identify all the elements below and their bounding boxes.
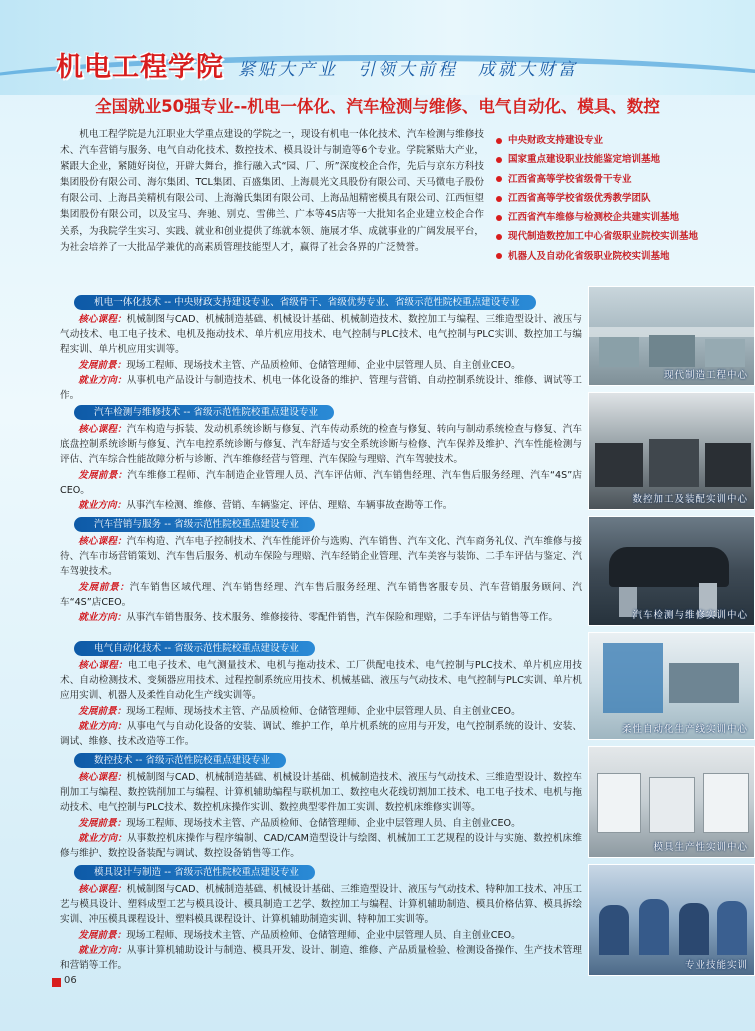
honor-item: 江西省汽车维修与检测校企共建实训基地 xyxy=(496,208,752,227)
careers: 就业方向：从事汽车销售服务、技术服务、维修接待、零配件销售，汽车保险和理赔，二手车评估与销售等工作。 xyxy=(78,612,558,624)
careers: 就业方向：从事电气与自动化设备的安装、调试、维护工作，单片机系统的应用与开发，电气控制系统的设计、安装、调试、维修、技术改造等工作。 xyxy=(60,720,583,748)
honor-item: 现代制造数控加工中心省级职业院校实训基地 xyxy=(496,227,752,246)
major-body xyxy=(60,312,582,403)
prospects: 发展前景：现场工程师、现场技术主管、产品质检师、仓储管理师、企业中层管理人员、自主创业CEO。 xyxy=(78,929,521,941)
photo-caption: 汽车检测与维修实训中心 xyxy=(632,610,748,621)
major-title: 机电一体化技术 -- 中央财政支持建设专业、省级骨干、省级优势专业、省级示范性院校重点建设专业 xyxy=(74,295,536,310)
page-number: 06 xyxy=(64,975,77,986)
core-courses: 核心课程：机械制图与CAD、机械制造基础、机械设计基础、三维造型设计、液压与气动技术、特种加工技术、冲压工艺与模具设计、塑料成型工艺与模具设计、模具制造工艺学、数控加工与编程、计算机辅助制造、模具价格估算、模具拆绘实训、冲压模具课程设计、塑料模具课程设计、计算机辅助制造实训、特种加工实训等。 xyxy=(60,884,582,926)
intro-paragraph: 机电工程学院是九江职业大学重点建设的学院之一，现设有机电一体化技术、汽车检测与维修技术、汽车营销与服务、电气自动化技术、数控技术、模具设计与制造等6个专业。学院紧贴大产业，紧跟大企业，紧随好岗位，开辟大舞台，推行融入式“园、厂、所”深度校企合作，先后与京东方科技集团股份有限公司、海尔集团、TCL集团、百盛集团、上海晨光文具股份有限公司、天马微电子股份有限公司、上海昌美精机有限公司、上海瀚氏集团有限公司、上海品旭精密模具有限公司、江西恒望集团股份有限公司，以及宝马、奔驰、别克、雪佛兰、广本等4S店等一大批知名企业建立校企合作关系，为我院学生实习、实践、就业和创业提供了练就本领、施展才华、成就事业的广阔发展平台，为社会培养了一大批品学兼优的高素质管理技能型人才，赢得了社会各界的广泛赞誉。 xyxy=(60,129,484,253)
prospects: 发展前景：汽车销售区域代理、汽车销售经理、汽车售后服务经理、汽车销售客服专员、汽车营销服务顾问、汽车“4S”店CEO。 xyxy=(60,581,583,608)
photo-caption: 柔性自动化生产线实训中心 xyxy=(621,724,748,735)
major-body xyxy=(60,422,582,513)
bullet-icon xyxy=(496,234,502,240)
core-courses: 核心课程：电工电子技术、电气测量技术、电机与拖动技术、工厂供配电技术、电气控制与PLC技术、单片机应用技术、自动检测技术、变频器应用技术、过程控制系统应用技术、机械基础、液压与气动技术、电气控制与PLC实训、单片机应用实训、机器人及柔性自动化生产线实训等。 xyxy=(60,660,583,702)
major-mechatronics xyxy=(60,290,582,403)
page-marker-icon xyxy=(52,978,61,987)
automation-line-photo xyxy=(588,632,755,740)
college-slogan: 紧贴大产业 引领大前程 成就大财富 xyxy=(238,60,578,80)
core-courses: 核心课程：机械制图与CAD、机械制造基础、机械设计基础、机械制造技术、数控加工与编程、三维造型设计、液压与气动技术、电工电子技术、电机及拖动技术、单片机应用技术、电气控制与PLC技术、电气控制与PLC实训、数控加工与编程实训、单片机应用实训等。 xyxy=(60,314,582,356)
photo-caption: 现代制造工程中心 xyxy=(663,370,748,381)
photo-caption: 模具生产性实训中心 xyxy=(653,842,748,853)
careers: 就业方向：从事机电产品设计与制造技术、机电一体化设备的维护、管理与营销、自动控制系统设计、维修、调试等工作。 xyxy=(60,374,583,402)
page-header xyxy=(56,40,578,84)
major-body xyxy=(60,658,582,749)
prospects: 发展前景：现场工程师、现场技术主管、产品质检师、仓储管理师、企业中层管理人员、自主创业CEO。 xyxy=(78,817,521,829)
honors-list xyxy=(496,131,752,266)
major-title: 汽车检测与维修技术 -- 省级示范性院校重点建设专业 xyxy=(74,405,334,420)
honor-item: 机器人及自动化省级职业院校实训基地 xyxy=(496,247,752,266)
photo-caption: 专业技能实训 xyxy=(684,960,748,971)
auto-repair-photo xyxy=(588,516,755,626)
bullet-icon xyxy=(496,176,502,182)
major-electrical-automation xyxy=(60,636,582,749)
mold-workshop-photo xyxy=(588,746,755,858)
careers: 就业方向：从事计算机辅助设计与制造、模具开发、设计、制造、维修、产品质量检验、检测设备操作、生产技术管理和营销等工作。 xyxy=(60,944,583,972)
prospects: 发展前景：现场工程师、现场技术主管、产品质检师、仓储管理师、企业中层管理人员、自主创业CEO。 xyxy=(78,359,521,371)
bullet-icon xyxy=(496,196,502,202)
photo-caption: 数控加工及装配实训中心 xyxy=(632,494,748,505)
bullet-icon xyxy=(496,138,502,144)
honor-item: 江西省高等学校省级优秀教学团队 xyxy=(496,189,752,208)
bullet-icon xyxy=(496,157,502,163)
major-auto-marketing xyxy=(60,512,582,625)
bullet-icon xyxy=(496,215,502,221)
major-title: 电气自动化技术 -- 省级示范性院校重点建设专业 xyxy=(74,641,315,656)
major-body xyxy=(60,770,582,861)
core-courses: 核心课程：汽车构造、汽车电子控制技术、汽车性能评价与选购、汽车销售、汽车文化、汽车商务礼仪、汽车维修与接待、汽车市场营销策划、汽车售后服务、机动车保险与理赔、汽车经销企业管理、汽车美容与装饰、二手车评估与鉴定、汽车驾驶技术。 xyxy=(60,536,583,578)
careers: 就业方向：从事数控机床操作与程序编制、CAD/CAM造型设计与绘图、机械加工工艺规程的设计与实施、数控机床维修与维护、数控设备装配与调试、数控设备销售等工作。 xyxy=(60,832,583,860)
honor-item: 江西省高等学校省级骨干专业 xyxy=(496,170,752,189)
page-headline: 全国就业50强专业--机电一体化、汽车检测与维修、电气自动化、模具、数控 xyxy=(95,97,660,116)
major-auto-repair xyxy=(60,400,582,513)
students-training-photo xyxy=(588,864,755,976)
major-cnc xyxy=(60,748,582,861)
honor-item: 中央财政支持建设专业 xyxy=(496,131,752,150)
core-courses: 核心课程：汽车构造与拆装、发动机系统诊断与修复、汽车传动系统的检查与修复、转向与制动系统检查与修复、汽车底盘控制系统诊断与修复、汽车电控系统诊断与修复、汽车舒适与安全系统诊断与检修、汽车保养及维护、汽车性能检测与评估、汽车综合性能故障分析与诊断、汽车维修经营与管理、汽车保险与理赔、汽车驾驶技术。 xyxy=(60,424,583,466)
prospects: 发展前景：汽车维修工程师、汽车制造企业管理人员、汽车评估师、汽车销售经理、汽车售后服务经理、汽车“4S”店CEO。 xyxy=(60,469,583,496)
major-body xyxy=(60,534,582,625)
cnc-lab-photo xyxy=(588,392,755,510)
major-title: 汽车营销与服务 -- 省级示范性院校重点建设专业 xyxy=(74,517,315,532)
prospects: 发展前景：现场工程师、现场技术主管、产品质检师、仓储管理师、企业中层管理人员、自主创业CEO。 xyxy=(78,705,521,717)
college-name: 机电工程学院 xyxy=(56,52,224,83)
honor-item: 国家重点建设职业技能鉴定培训基地 xyxy=(496,150,752,169)
major-title: 模具设计与制造 -- 省级示范性院校重点建设专业 xyxy=(74,865,315,880)
core-courses: 核心课程：机械制图与CAD、机械制造基础、机械设计基础、机械制造技术、液压与气动技术、三维造型设计、数控车削加工与编程、数控铣削加工与编程、计算机辅助编程与联机加工、数控电火花线切割加工技术、电工电子技术、电机与拖动技术、电气控制与PLC技术、数控机床操作实训、数控典型零件加工实训、数控机床维修实训等。 xyxy=(60,772,582,814)
major-title: 数控技术 -- 省级示范性院校重点建设专业 xyxy=(74,753,286,768)
workshop-photo xyxy=(588,286,755,386)
major-mold-design xyxy=(60,860,582,973)
major-body xyxy=(60,882,582,973)
careers: 就业方向：从事汽车检测、维修、营销、车辆鉴定、评估、理赔、车辆事故查勘等工作。 xyxy=(78,500,453,512)
bullet-icon xyxy=(496,253,502,259)
